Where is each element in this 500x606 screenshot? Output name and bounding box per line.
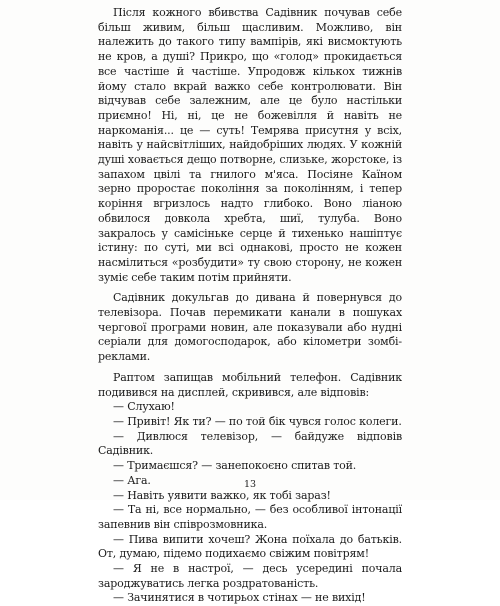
dialogue-line: — Зачинятися в чотирьох стінах — не вихід!	[113, 591, 366, 605]
dialogue-line: — Слухаю!	[113, 400, 175, 414]
body-text	[98, 6, 402, 606]
dialogue-line: — Пива випити хочеш? Жона поїхала до батьків. От, думаю, підемо подихаємо свіжим повітрям!	[98, 532, 402, 561]
dialogue-line: — Та ні, все нормально, — без особливої інтонації запевнив він співрозмовника.	[98, 503, 402, 531]
paragraph: Після кожного вбивства Садівник почував себе більш живим, більш щасливим. Можливо, він належить до такого типу вампірів, які висмоктують не кров, а душі? Прикро, що «голод» прокидається все частіше й частіше. Упродовж кількох тижнів йому стало вкрай важко себе контролювати. Він відчував себе залежним, але це було настільки приємно! Ні, ні, це не божевілля й навіть не наркоманія... це — суть! Темрява присутня у всіх, навіть у найсвітліших, найдобріших людях. У кожній душі ховається дещо потворне, слизьке, жорстоке, із запахом цвілі та гнилого м'яса. Посіяне Каїном зерно проростає покоління за поколінням, і тепер коріння вгризлось надто глибоко. Воно ліаною обвилося довкола хребта, шиї, тулуба. Воно закралось у самісіньке серце й тихенько нашіптує істину: по суті, ми всі однакові, просто не кожен насмілиться «розбудити» ту свою сторону, не кожен зуміє себе таким потім прийняти.	[98, 6, 402, 284]
paragraph: Раптом запищав мобільний телефон. Садівник подивився на дисплей, скривився, але відповів:	[98, 370, 402, 399]
dialogue-line: — Тримаєшся? — занепокоєно спитав той.	[113, 459, 357, 473]
dialogue-line: — Ага.	[113, 473, 151, 487]
paragraph: Садівник докульгав до дивана й повернувся до телевізора. Почав перемикати канали в пошуках чергової програми новин, але показували або нудні серіали для домогосподарок, або кілометри зомбі-реклами.	[98, 291, 402, 364]
page-number: 13	[243, 479, 257, 490]
dialogue-line: — Привіт! Як ти? — по той бік чувся голос колеги.	[113, 414, 402, 428]
dialogue-line: — Дивлюся телевізор, — байдуже відповів Садівник.	[98, 429, 402, 458]
dialogue-line: — Я не в настрої, — десь усередині почала зароджуватись легка роздратованість.	[98, 562, 402, 590]
dialogue-line: — Навіть уявити важко, як тобі зараз!	[113, 488, 331, 502]
